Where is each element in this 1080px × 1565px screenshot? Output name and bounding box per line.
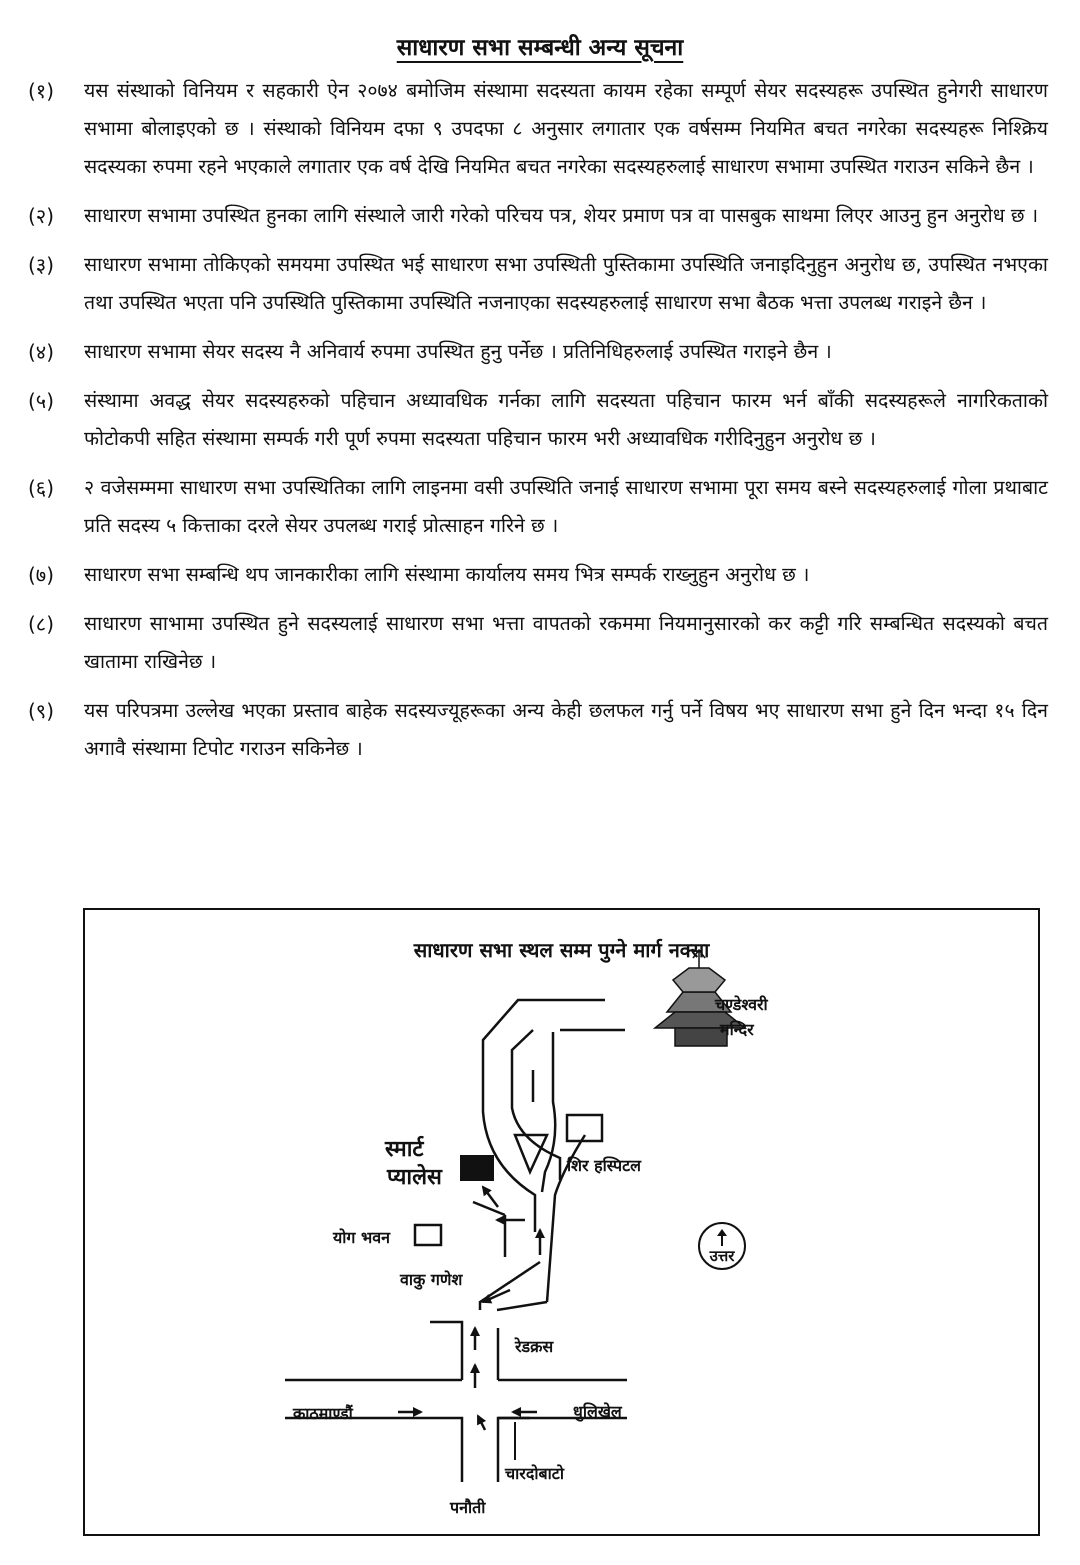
temple-label-line1: चण्डेश्वरी — [715, 995, 768, 1014]
temple-label-line2: मन्दिर — [720, 1020, 754, 1039]
notice-item-7 — [28, 556, 1048, 594]
item-text: साधारण सभा सम्बन्धि थप जानकारीका लागि संस्थामा कार्यालय समय भित्र सम्पर्क राख्नुहुन अनुरोध छ । — [84, 563, 810, 586]
notice-item-9 — [28, 692, 1048, 768]
route-map — [83, 908, 1040, 1536]
item-text: यस परिपत्रमा उल्लेख भएका प्रस्ताव बाहेक सदस्यज्यूहरूका अन्य केही छलफल गर्नु पर्ने विषय भए साधारण सभा हुने दिन भन्दा १५ दिन अगावै संस्थामा टिपोट गराउन सकिनेछ । — [84, 699, 1048, 760]
item-text: साधारण सभामा सेयर सदस्य नै अनिवार्य रुपमा उपस्थित हुनु पर्नेछ । प्रतिनिधिहरुलाई उपस्थित गराइने छैन । — [84, 340, 832, 363]
item-text: साधारण साभामा उपस्थित हुने सदस्यलाई साधारण सभा भत्ता वापतको रकममा नियमानुसारको कर कट्टी गरि सम्बन्धित सदस्यको बचत खातामा राखिनेछ । — [84, 612, 1048, 673]
smart-palace-label-line2: प्यालेस — [387, 1165, 442, 1190]
notice-item-2 — [28, 197, 1048, 235]
document-title: साधारण सभा सम्बन्धी अन्य सूचना — [396, 35, 684, 61]
dhulikhel-label: धुलिखेल — [573, 1402, 622, 1421]
notice-item-3 — [28, 246, 1048, 322]
item-text: २ वजेसम्ममा साधारण सभा उपस्थितिका लागि लाइनमा वसी उपस्थिति जनाई साधारण सभामा पूरा समय बस्ने सदस्यहरुलाई गोला प्रथाबाट प्रति सदस्य ५ कित्ताका दरले सेयर उपलब्ध गराई प्रोत्साहन गरिने छ । — [84, 476, 1048, 537]
item-number: (१) — [28, 79, 55, 103]
notice-item-6 — [28, 469, 1048, 545]
map-title: साधारण सभा स्थल सम्म पुग्ने मार्ग नक्सा — [413, 938, 710, 962]
ganesh-label: वाकु गणेश — [400, 1270, 463, 1289]
item-text: संस्थामा अवद्ध सेयर सदस्यहरुको पहिचान अध्यावधिक गर्नका लागि सदस्यता पहिचान फारम भर्न बाँकी सदस्यहरूले नागरिकताको फोटोकपी सहित संस्थामा सम्पर्क गरी पूर्ण रुपमा सदस्यता पहिचान फारम भरी अध्यावधिक गरीदिनुहुन अनुरोध छ । — [84, 389, 1048, 450]
road-edge — [542, 1032, 555, 1192]
yoga-bhawan-label: योग भवन — [333, 1228, 391, 1247]
item-number: (७) — [28, 563, 55, 587]
item-text: साधारण सभामा उपस्थित हुनका लागि संस्थाले जारी गरेको परिचय पत्र, शेयर प्रमाण पत्र वा पासबुक साथमा लिएर आउनु हुन अनुरोध छ । — [84, 204, 1039, 227]
hospital-label: शिर हस्पिटल — [567, 1156, 642, 1175]
notice-item-4 — [28, 333, 1048, 371]
smart-palace-label-line1: स्मार्ट — [385, 1137, 424, 1162]
notice-list — [28, 72, 1048, 779]
kathmandu-label: काठमाण्डौं — [293, 1404, 353, 1423]
road-edge — [285, 1418, 462, 1482]
item-number: (२) — [28, 204, 55, 228]
direction-arrow — [483, 1187, 498, 1207]
chardobato-label: चारदोबाटो — [505, 1464, 564, 1483]
smart-palace-building — [460, 1155, 494, 1181]
item-number: (९) — [28, 699, 55, 723]
item-number: (३) — [28, 253, 55, 277]
road-edge — [430, 1322, 462, 1380]
notice-item-1 — [28, 72, 1048, 186]
notice-item-5 — [28, 382, 1048, 458]
north-indicator — [698, 1222, 746, 1270]
road-edge — [497, 1302, 547, 1310]
road-edge — [480, 1262, 540, 1310]
item-number: (४) — [28, 340, 55, 364]
item-text: यस संस्थाको विनियम र सहकारी ऐन २०७४ बमोजिम संस्थामा सदस्यता कायम रहेका सम्पूर्ण सेयर सदस्यहरू उपस्थित हुनेगरी साधारण सभामा बोलाइएको छ । संस्थाको विनियम दफा ९ उपदफा ८ अनुसार लगातार एक वर्षसम्म नियमित बचत नगरेका सदस्यहरू निश्क्रिय सदस्यका रुपमा रहने भएकाले लगातार एक वर्ष देखि नियमित बचत नगरेका सदस्यहरुलाई साधारण सभामा उपस्थित गराउन सकिने छैन । — [84, 79, 1048, 178]
yoga-bhawan-building — [415, 1225, 441, 1245]
direction-arrow — [478, 1416, 485, 1430]
notice-item-8 — [28, 605, 1048, 681]
redcross-label: रेडक्रस — [515, 1337, 554, 1356]
item-number: (८) — [28, 612, 55, 636]
road-edge — [473, 1202, 505, 1215]
route-map-drawing — [85, 910, 1038, 1534]
panauti-label: पनौती — [450, 1498, 486, 1517]
item-number: (५) — [28, 389, 55, 413]
item-number: (६) — [28, 476, 55, 500]
item-text: साधारण सभामा तोकिएको समयमा उपस्थित भई साधारण सभा उपस्थिती पुस्तिकामा उपस्थिति जनाइदिनुहुन अनुरोध छ, उपस्थित नभएका तथा उपस्थित भएता पनि उपस्थिति पुस्तिकामा उपस्थिति नजनाएका सदस्यहरुलाई साधारण सभा बैठक भत्ता उपलब्ध गराइने छैन । — [84, 253, 1048, 314]
north-label: उत्तर — [709, 1247, 735, 1265]
